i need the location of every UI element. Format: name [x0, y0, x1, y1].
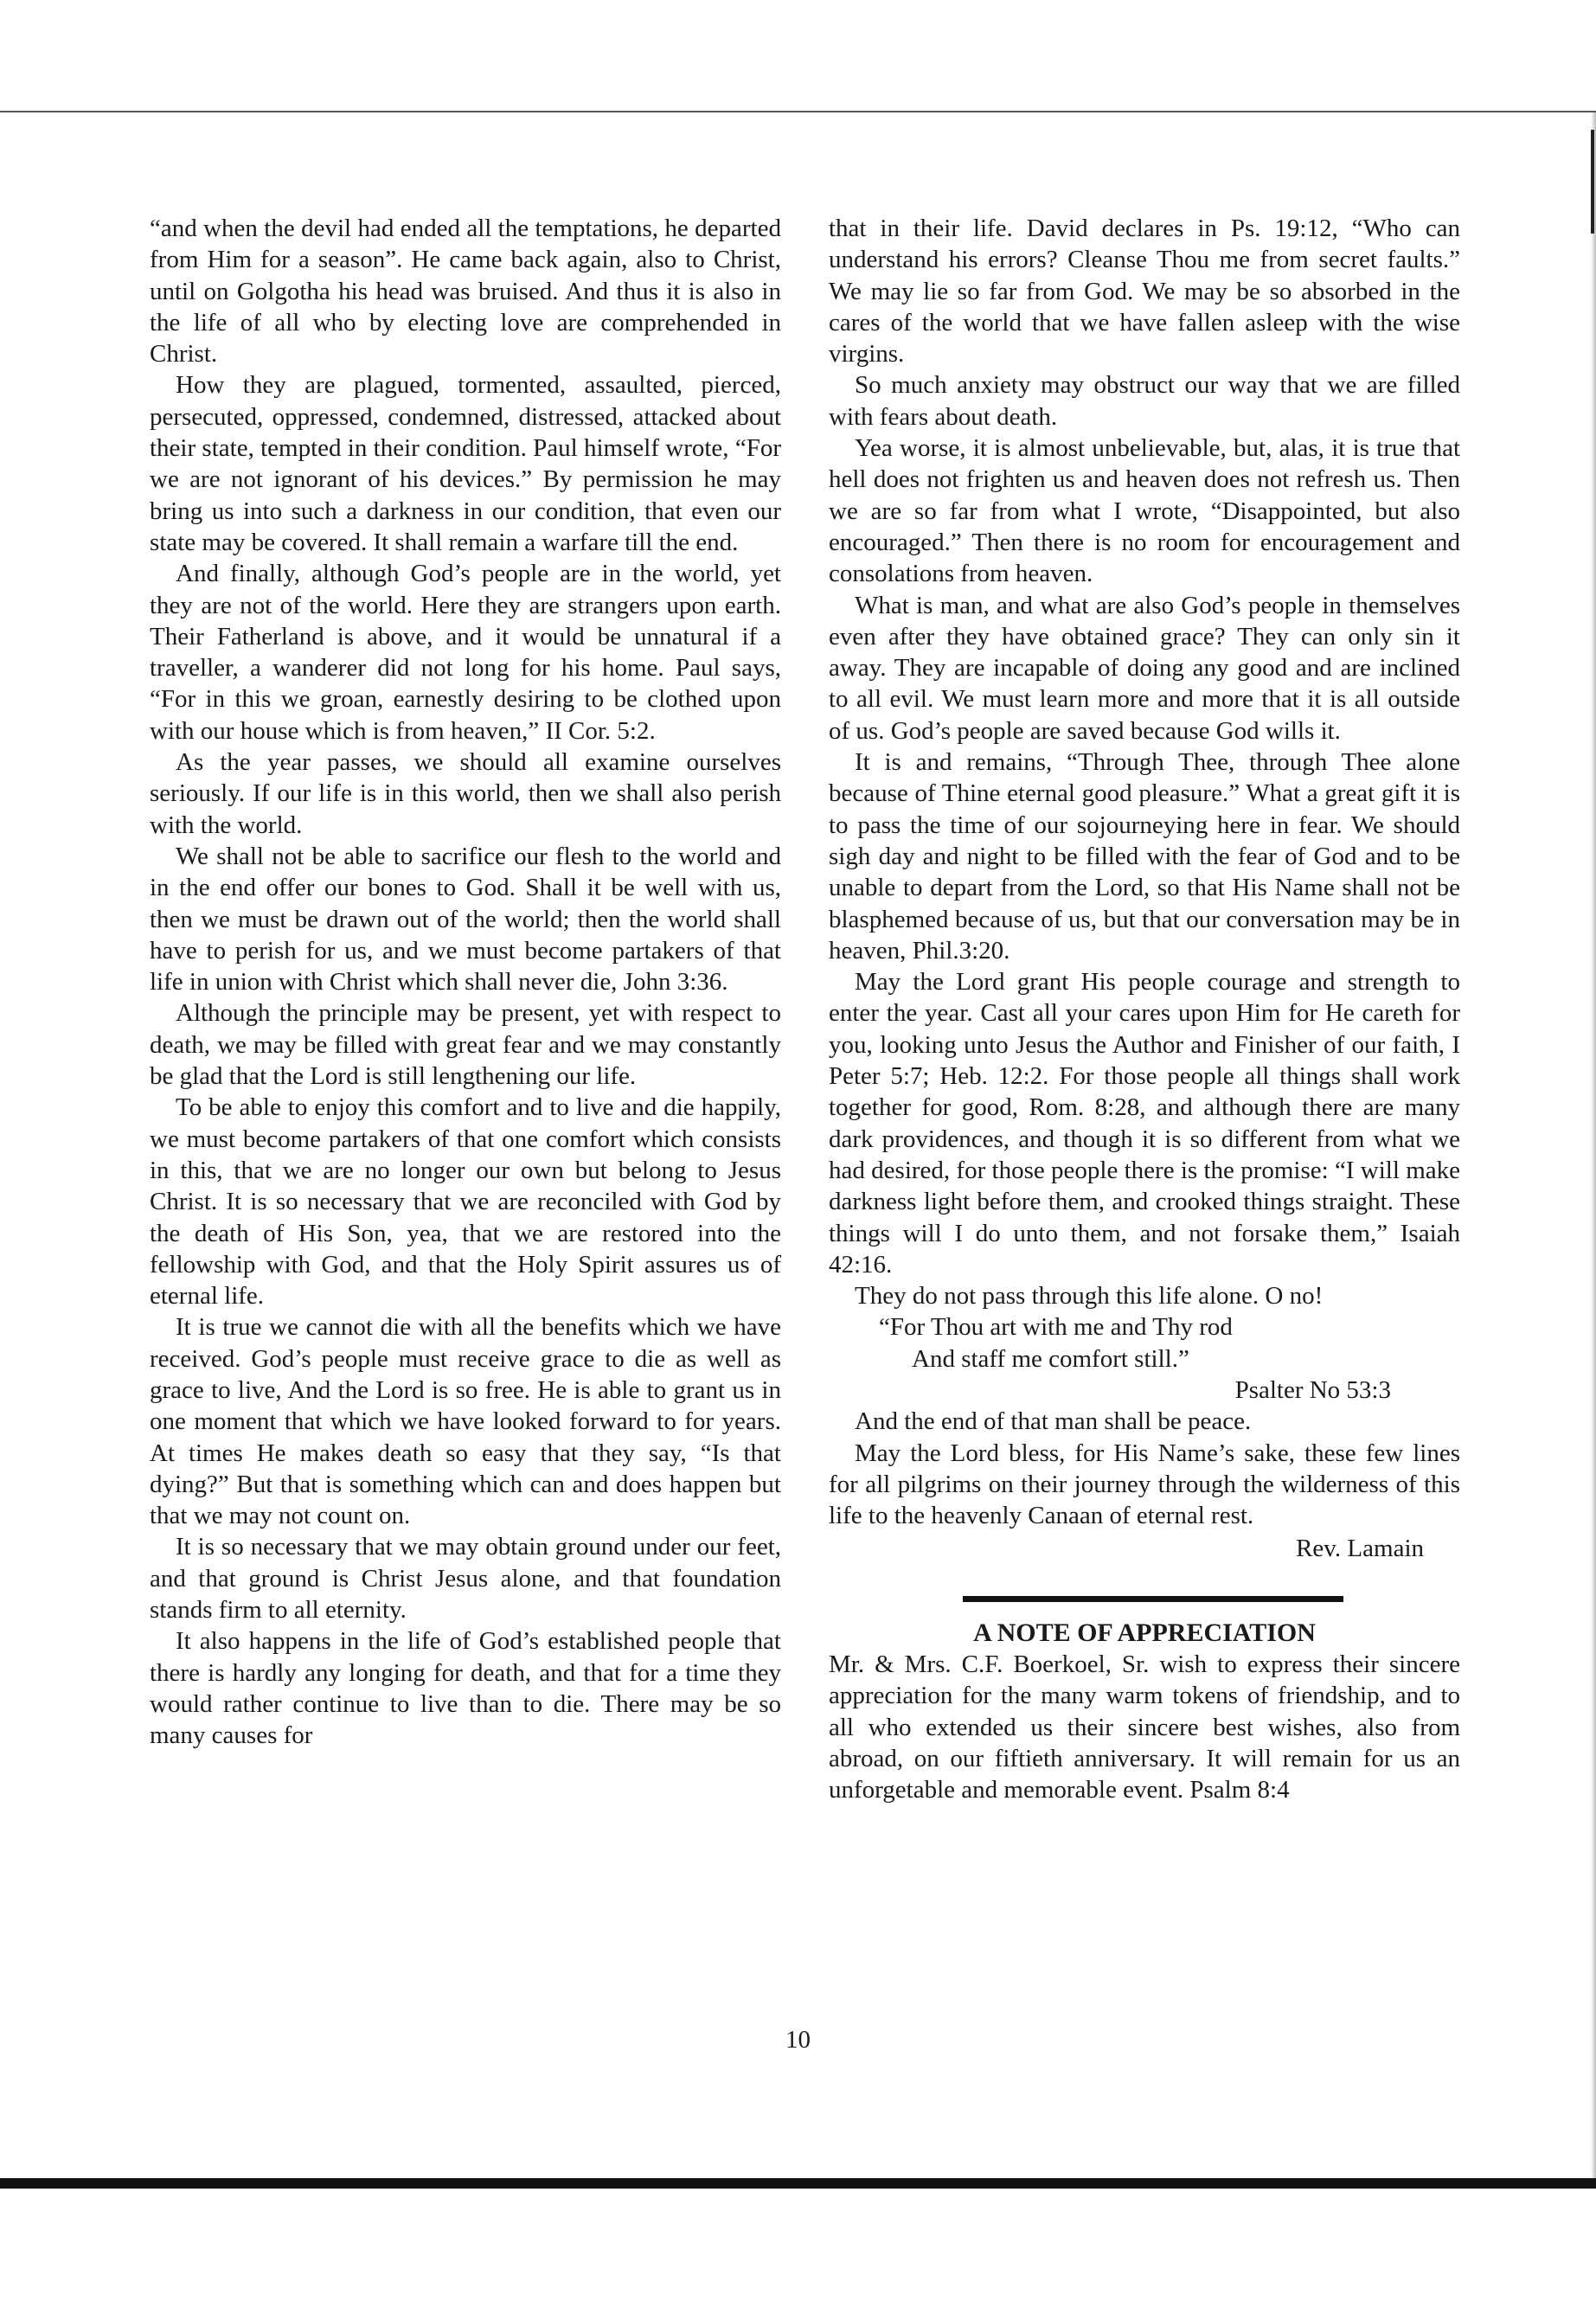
right-paragraph-2: So much anxiety may obstruct our way that we are filled with fears about death.: [829, 371, 1460, 431]
right-closing-1: And the end of that man shall be peace.: [855, 1407, 1252, 1436]
left-paragraph-10: It also happens in the life of God’s established people that there is hardly any longing for death, and that for a time they would rather continue to live than to die. There may be so many causes for: [150, 1627, 781, 1750]
scan-right-edge: [1591, 112, 1596, 2180]
right-paragraph-5: It is and remains, “Through Thee, through Thee alone because of Thine eternal good pleasure.” What a great gift it is to pass the time of our sojourneying here in fear. We should sigh day and night to be filled with the fear of God and to be unable to depart from the Lord, so that His Name shall not be blasphemed because of us, but that our conversation may be in heaven, Phil.3:20.: [829, 748, 1460, 965]
author-signature: Rev. Lamain: [1296, 1535, 1424, 1563]
right-paragraph-1: that in their life. David declares in Ps. 19:12, “Who can understand his errors? Cleanse Thou me from secret faults.” We may lie so far from God. We may be so absorbed in the cares of the world that we have fallen asleep with the wise virgins.: [829, 215, 1460, 369]
right-closing-2: May the Lord bless, for His Name’s sake, these few lines for all pilgrims on their journey through the wilderness of this life to the heavenly Canaan of eternal rest.: [829, 1439, 1460, 1530]
notice-body: Mr. & Mrs. C.F. Boerkoel, Sr. wish to express their sincere appreciation for the many warm tokens of friendship, and to all who extended us their sincere best wishes, also from abroad, on our fiftieth anniversary. It will remain for us an unforgetable and memorable event. Psalm 8:4: [829, 1650, 1460, 1804]
left-paragraph-2: How they are plagued, tormented, assaulted, pierced, persecuted, oppressed, condemned, distressed, attacked about their state, tempted in their condition. Paul himself wrote, “For we are not ignorant of his devices.” By permission he may bring us into such a darkness in our condition, that even our state may be covered. It shall remain a warfare till the end.: [150, 371, 781, 556]
left-paragraph-9: It is so necessary that we may obtain ground under our feet, and that ground is Christ Jesus alone, and that foundation stands firm to all eternity.: [150, 1533, 781, 1625]
psalter-quote: [829, 1311, 1460, 1406]
left-paragraph-5: We shall not be able to sacrifice our flesh to the world and in the end offer our bones to God. Shall it be well with us, then we must be drawn out of the world; then the world shall have to perish for us, and we must become partakers of that life in union with Christ which shall never die, John 3:36.: [150, 842, 781, 997]
left-paragraph-1: “and when the devil had ended all the temptations, he departed from Him for a season”. He came back again, also to Christ, until on Golgotha his head was bruised. And thus it is also in the life of all who by electing love are comprehended in Christ.: [150, 215, 781, 369]
right-column: [829, 213, 1460, 1806]
left-paragraph-4: As the year passes, we should all examine ourselves seriously. If our life is in this world, then we shall also perish with the world.: [150, 748, 781, 839]
page-number: 10: [785, 2026, 811, 2054]
left-paragraph-7: To be able to enjoy this comfort and to live and die happily, we must become partakers of that one comfort which consists in this, that we are no longer our own but belong to Jesus Christ. It is so necessary that we are reconciled with God by the death of His Son, yea, that we are restored into the fellowship with God, and that the Holy Spirit assures us of eternal life.: [150, 1093, 781, 1311]
left-paragraph-6: Although the principle may be present, yet with respect to death, we may be filled with great fear and we may constantly be glad that the Lord is still lengthening our life.: [150, 999, 781, 1091]
scan-bottom-border: [0, 2178, 1596, 2189]
right-paragraph-6: May the Lord grant His people courage and strength to enter the year. Cast all your cares upon Him for He careth for you, looking unto Jesus the Author and Finisher of our faith, I Peter 5:7; Heb. 12:2. For those people all things shall work together for good, Rom. 8:28, and although there are many dark providences, and though it is so different from what we had desired, for those people there is the promise: “I will make darkness light before them, and crooked things straight. These things will I do unto them, and not forsake them,” Isaiah 42:16.: [829, 968, 1460, 1279]
notice-title: A NOTE OF APPRECIATION: [973, 1618, 1316, 1647]
right-paragraph-3: Yea worse, it is almost unbelievable, but, alas, it is true that hell does not frighten us and heaven does not refresh us. Then we are so far from what I wrote, “Disappointed, but also encouraged.” Then there is no room for encouragement and consolations from heaven.: [829, 434, 1460, 588]
right-paragraph-7: They do not pass through this life alone. O no!: [855, 1282, 1324, 1311]
left-paragraph-3: And finally, although God’s people are in the world, yet they are not of the world. Here they are strangers upon earth. Their Fatherland is above, and it would be unnatural if a traveller, a wanderer did not long for his home. Paul says, “For in this we groan, earnestly desiring to be clothed upon with our house which is from heaven,” II Cor. 5:2.: [150, 560, 781, 745]
section-divider: [963, 1596, 1343, 1602]
left-paragraph-8: It is true we cannot die with all the benefits which we have received. God’s people must receive grace to die as well as grace to live, And the Lord is so free. He is able to grant us in one moment that which we have looked forward to for years. At times He makes death so easy that they say, “Is that dying?” But that is something which can and does happen but that we may not count on.: [150, 1313, 781, 1530]
right-paragraph-4: What is man, and what are also God’s people in themselves even after they have obtained grace? They can only sin it away. They are incapable of doing any good and are inclined to all evil. We must learn more and more that it is all outside of us. God’s people are saved because God wills it.: [829, 591, 1460, 745]
psalter-line-2: And staff me comfort still.”: [912, 1344, 1189, 1373]
scan-right-mark: [1591, 130, 1594, 234]
psalter-line-1: “For Thou art with me and Thy rod: [879, 1313, 1233, 1342]
psalter-source: Psalter No 53:3: [1234, 1375, 1391, 1404]
left-column: [150, 213, 781, 1752]
scan-top-border: [0, 111, 1596, 112]
